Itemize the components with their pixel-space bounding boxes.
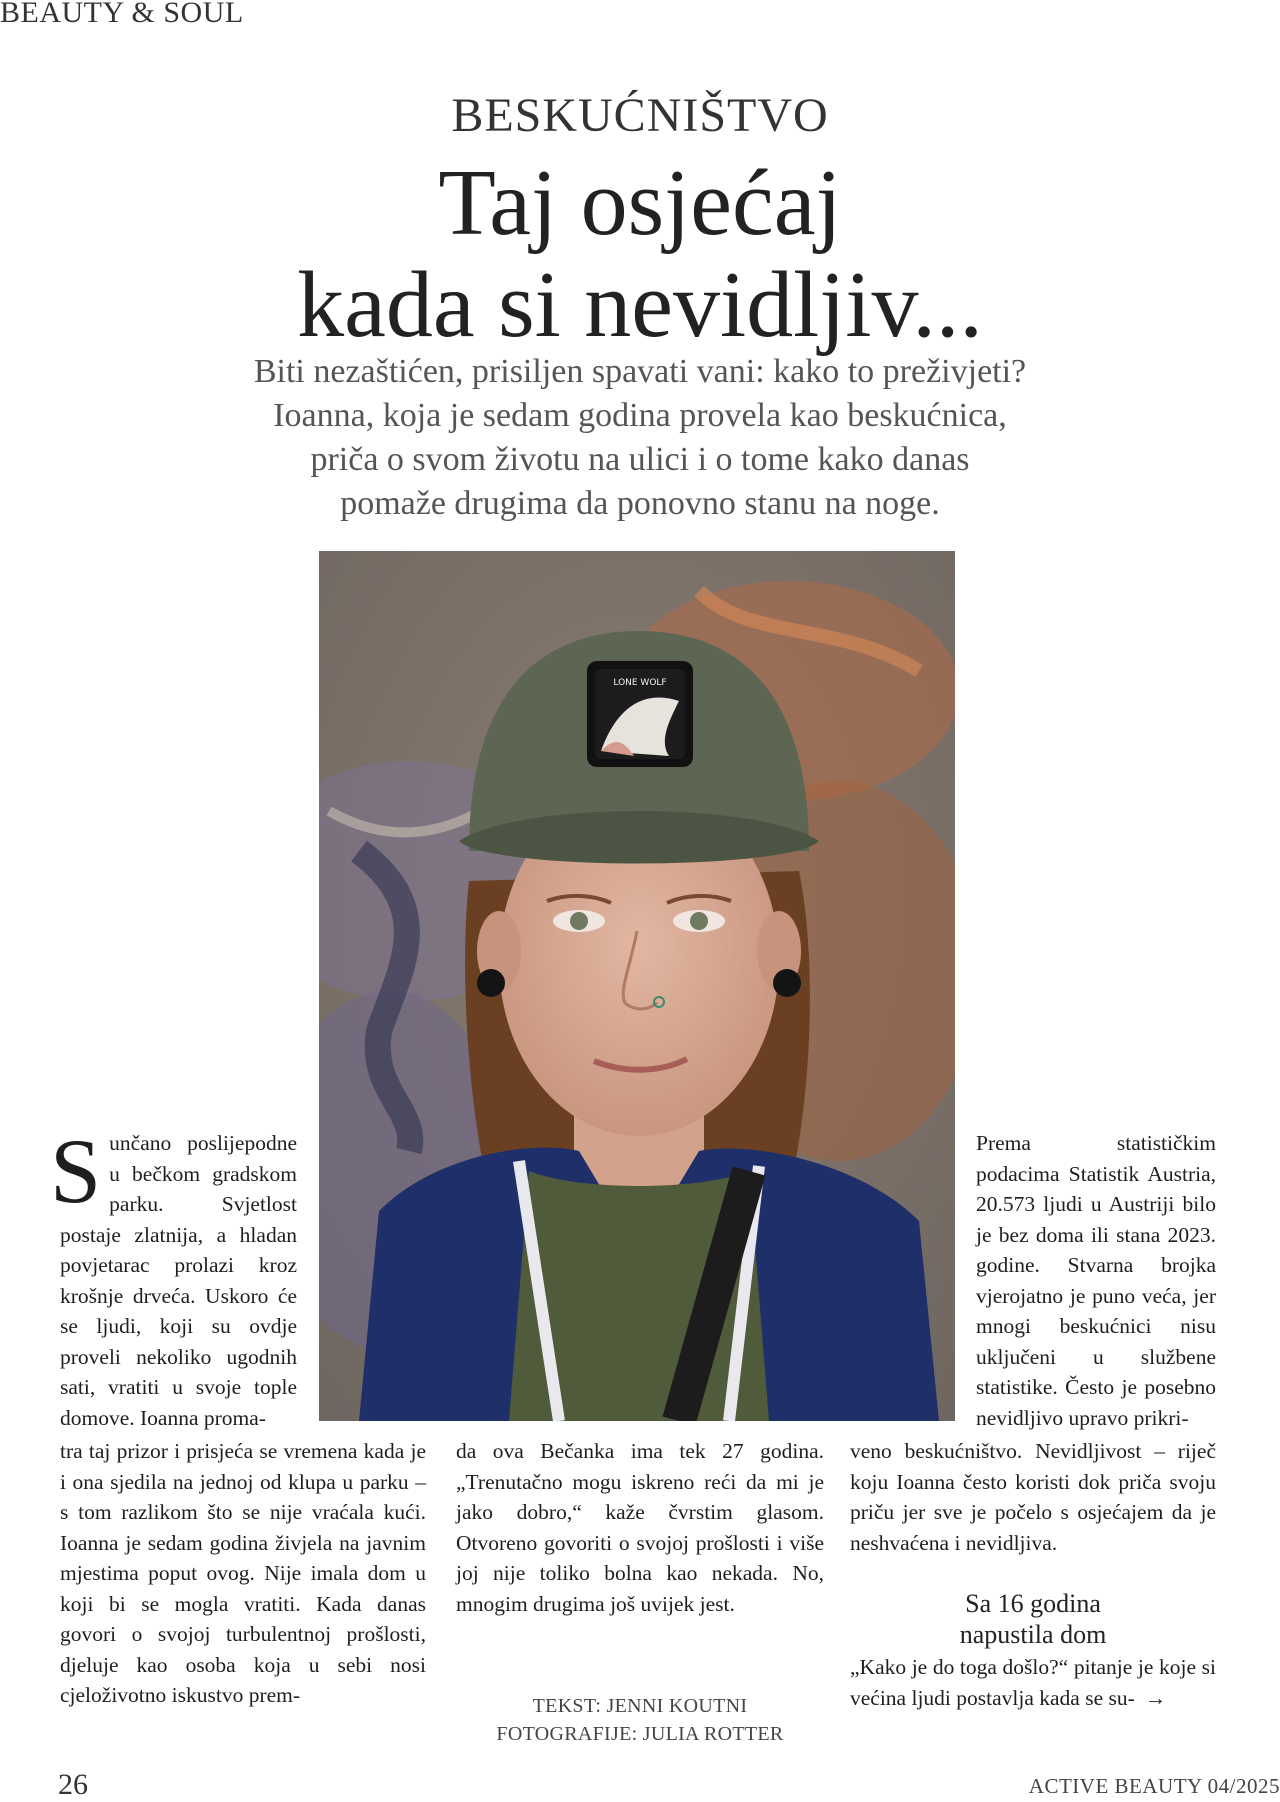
- credit-photo: FOTOGRAFIJE: JULIA ROTTER: [496, 1723, 784, 1745]
- article-kicker: BESKUĆNIŠTVO: [451, 89, 829, 142]
- body-text: unčano poslijepodne u bečkom gradskom parku. Svjetlost postaje zlatnija, a hladan povjetarac prolazi kroz krošnje drveća. Uskoro će se ljudi, koji su ovdje proveli nekoliko ugodnih sati, vratiti u svoje tople domove. Ioanna proma-: [60, 1131, 297, 1430]
- running-head: BEAUTY & SOUL: [0, 0, 244, 29]
- headline-line-1: Taj osjećaj: [438, 151, 842, 255]
- section-subhead: [850, 1588, 1216, 1650]
- body-column-right-end: [850, 1652, 1216, 1713]
- body-column-middle: [456, 1436, 824, 1619]
- body-text: Prema statističkim podacima Statistik Austria, 20.573 ljudi u Austriji bilo je bez doma ili stana 2023. godine. Stvarna brojka vjerojatno je puno veća, jer mnogi beskućnici nisu uključeni u službene statistike. Često je posebno nevidljivo upravo prikri-: [976, 1131, 1216, 1430]
- body-text: veno beskućništvo. Nevidljivost – riječ koju Ioanna često koristi dok priča svoju priču jer sve je počelo s osjećajem da je neshvaćena i nevidljiva.: [850, 1439, 1216, 1555]
- body-text: tra taj prizor i prisjeća se vremena kada je i ona sjedila na jednoj od klupa u parku – s tom razlikom što se nije vraćala kući. Ioanna je sedam godina živjela na javnim mjestima poput ovog. Nije imala dom u koji bi se mogla vratiti. Kada danas govori o svojoj turbulentnoj prošlosti, djeluje kao osoba koja u sebi nosi cjeloživotno iskustvo prem-: [60, 1439, 426, 1707]
- standfirst-line: priča o svom životu na ulici i o tome kako danas: [310, 441, 970, 478]
- subhead-line: Sa 16 godina: [965, 1589, 1101, 1618]
- portrait-photo: [319, 551, 955, 1421]
- article-headline: [0, 152, 1280, 356]
- body-column-left-bottom: [60, 1436, 426, 1711]
- article-credits: [456, 1692, 824, 1748]
- standfirst-line: pomaže drugima da ponovno stanu na noge.: [340, 485, 940, 522]
- standfirst-line: Biti nezaštićen, prisiljen spavati vani: kako to preživjeti?: [253, 353, 1027, 390]
- subhead-line: napustila dom: [959, 1620, 1107, 1649]
- credit-text: TEKST: JENNI KOUTNI: [532, 1695, 748, 1717]
- standfirst-line: Ioanna, koja je sedam godina provela kao beskućnica,: [273, 397, 1007, 434]
- headline-line-2: kada si nevidljiv...: [297, 253, 983, 357]
- body-text: „Kako je do toga došlo?“ pitanje je koje si većina ljudi postavlja kada se su-: [850, 1655, 1216, 1710]
- continue-arrow-icon: →: [1144, 1685, 1167, 1710]
- body-text: da ova Bečanka ima tek 27 godina. „Trenutačno mogu iskreno reći da mi je jako dobro,“ kaže čvrstim glasom. Otvoreno govoriti o svojoj prošlosti i više joj nije toliko bolna kao nekada. No, mnogim drugima još uvijek jest.: [456, 1439, 824, 1616]
- magazine-issue: ACTIVE BEAUTY 04/2025: [1028, 1774, 1280, 1798]
- body-column-right-bottom: [850, 1436, 1216, 1558]
- article-standfirst: [140, 350, 1140, 526]
- body-column-right-top: [976, 1128, 1216, 1433]
- cap-patch-text: LONE WOLF: [613, 678, 667, 688]
- page-number: 26: [58, 1768, 88, 1801]
- body-column-left-top: [50, 1120, 297, 1433]
- drop-cap: S: [50, 1120, 102, 1222]
